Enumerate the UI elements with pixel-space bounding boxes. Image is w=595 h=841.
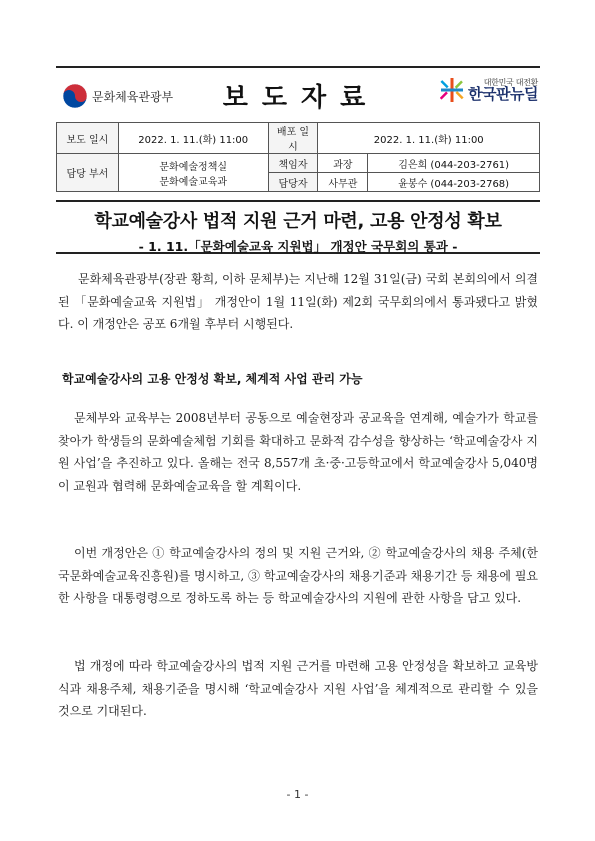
staff-title: 사무관 bbox=[318, 173, 368, 192]
ministry-logo bbox=[62, 83, 173, 109]
department-line-2: 문화예술교육과 bbox=[159, 176, 228, 188]
section-heading: 학교예술강사의 고용 안정성 확보, 체계적 사업 관리 가능 bbox=[62, 372, 363, 386]
release-date-label: 배포 일시 bbox=[268, 123, 318, 154]
taeguk-icon bbox=[62, 83, 88, 109]
department-line-1: 문화예술정책실 bbox=[159, 161, 228, 173]
korean-new-deal-logo bbox=[440, 77, 538, 103]
ministry-name: 문화체육관광부 bbox=[92, 89, 174, 104]
body-paragraph-3: 이번 개정안은 ① 학교예술강사의 정의 및 지원 근거와, ② 학교예술강사의 채용 주체(한국문화예술교육진흥원)를 명시하고, ③ 학교예술강사의 채용기준과 채용기간 등 채용에 필요한 사항을 대통령령으로 정하도록 하는 등 학교예술강사의 지원에 관한 사항을 담고 있다. bbox=[58, 546, 538, 605]
department-label: 담당 부서 bbox=[57, 154, 119, 192]
department-value bbox=[118, 154, 268, 192]
press-header bbox=[56, 66, 540, 122]
sub-headline: - 1. 11.「문화예술교육 지원법」 개정안 국무회의 통과 - bbox=[138, 239, 458, 254]
body-paragraph-2: 문체부와 교육부는 2008년부터 공동으로 예술현장과 공교육을 연계해, 예술가가 학교를 찾아가 학생들의 문화예술체험 기회를 확대하고 문화적 감수성을 향상하는 ‘학교예술강사 지원 사업’을 추진하고 있다. 올해는 전국 8,557개 초·중·고등학교에서 학교예술강사 5,040명이 교원과 협력해 문화예술교육을 할 계획이다. bbox=[58, 411, 538, 493]
new-deal-icon bbox=[440, 77, 464, 103]
release-info-table bbox=[56, 122, 540, 192]
page-number: - 1 - bbox=[286, 788, 309, 801]
headline-box bbox=[56, 200, 540, 254]
headline: 학교예술강사 법적 지원 근거 마련, 고용 안정성 확보 bbox=[94, 211, 502, 232]
staff-label: 담당자 bbox=[268, 173, 318, 192]
manager-title: 과장 bbox=[318, 154, 368, 173]
release-date-value: 2022. 1. 11.(화) 11:00 bbox=[318, 123, 540, 154]
press-release-title: 보도자료 bbox=[222, 83, 380, 113]
body-paragraph-1: 문화체육관광부(장관 황희, 이하 문체부)는 지난해 12월 31일(금) 국회 본회의에서 의결된 「문화예술교육 지원법」 개정안이 1월 11일(화) 제2회 국무회의에서 통과됐다고 밝혔다. 이 개정안은 공포 6개월 후부터 시행된다. bbox=[58, 272, 538, 331]
manager-contact: 김은희 (044-203-2761) bbox=[368, 154, 540, 173]
slogan-main: 한국판뉴딜 bbox=[468, 84, 538, 103]
manager-label: 책임자 bbox=[268, 154, 318, 173]
body-paragraph-4: 법 개정에 따라 학교예술강사의 법적 지원 근거를 마련해 고용 안정성을 확보하고 교육방식과 채용주체, 채용기준을 명시해 ‘학교예술강사 지원 사업’을 체계적으로 관리할 수 있을 것으로 기대된다. bbox=[58, 659, 538, 718]
staff-contact: 윤봉수 (044-203-2768) bbox=[368, 173, 540, 192]
slogan-small: 대한민국 대전환 bbox=[483, 77, 538, 87]
report-date-label: 보도 일시 bbox=[57, 123, 119, 154]
report-date-value: 2022. 1. 11.(화) 11:00 bbox=[118, 123, 268, 154]
